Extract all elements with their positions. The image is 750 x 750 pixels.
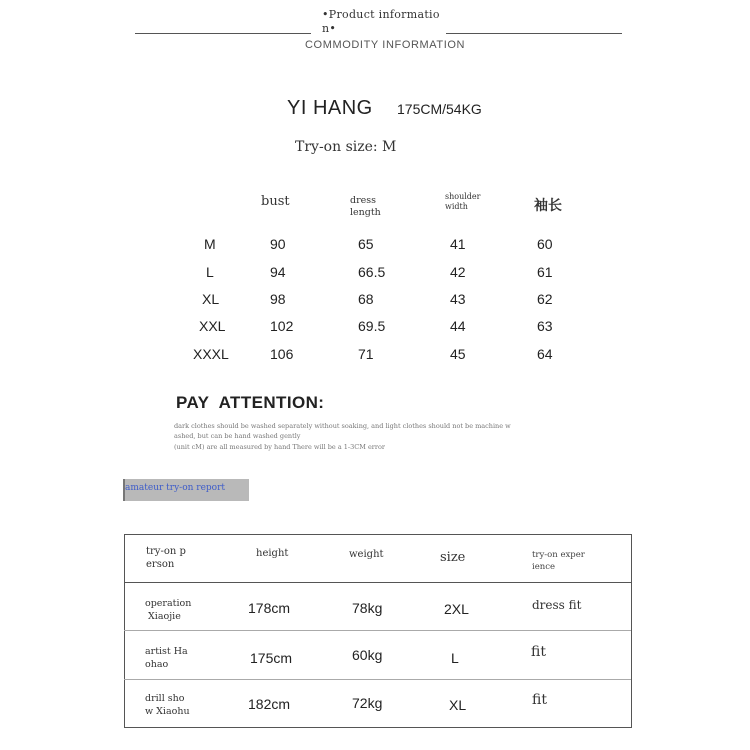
tester-experience: fit bbox=[532, 692, 547, 708]
report-row-divider bbox=[124, 679, 631, 680]
care-note-line-1: dark clothes should be washed separately without soaking, and light clothes should not be machine w bbox=[174, 422, 511, 430]
tester-name: operation Xiaojie bbox=[145, 598, 192, 622]
tester-name: artist Ha ohao bbox=[145, 646, 188, 670]
tester-height: 178cm bbox=[248, 600, 291, 616]
size-header-sleeve-length: 袖长 bbox=[534, 198, 562, 214]
tester-weight: 60kg bbox=[352, 647, 383, 663]
report-row-divider bbox=[124, 630, 631, 631]
tester-height: 182cm bbox=[248, 696, 291, 712]
dress-length-value: 68 bbox=[358, 291, 374, 307]
bust-value: 98 bbox=[270, 291, 286, 307]
tester-name: drill sho w Xiaohu bbox=[145, 693, 190, 717]
amateur-report-label: amateur try-on report bbox=[125, 483, 226, 493]
sleeve-length-value: 60 bbox=[537, 236, 553, 252]
pay-attention-heading: PAY ATTENTION: bbox=[176, 393, 325, 412]
tester-experience: dress fit bbox=[532, 598, 582, 612]
tester-size: XL bbox=[449, 697, 467, 713]
bust-value: 106 bbox=[270, 346, 294, 362]
shoulder-width-value: 45 bbox=[450, 346, 466, 362]
size-label: M bbox=[204, 236, 216, 252]
report-header-size: size bbox=[440, 550, 466, 565]
sleeve-length-value: 63 bbox=[537, 318, 553, 334]
tester-weight: 72kg bbox=[352, 695, 383, 711]
report-header-person: try-on p erson bbox=[146, 546, 186, 570]
size-label: XL bbox=[202, 291, 220, 307]
shoulder-width-value: 43 bbox=[450, 291, 466, 307]
header-divider-left bbox=[135, 33, 311, 34]
dress-length-value: 71 bbox=[358, 346, 374, 362]
bust-value: 102 bbox=[270, 318, 294, 334]
dress-length-value: 65 bbox=[358, 236, 374, 252]
tester-size: 2XL bbox=[444, 601, 469, 617]
size-header-dress-length: dress length bbox=[350, 195, 381, 218]
report-header-weight: weight bbox=[349, 549, 384, 560]
shoulder-width-value: 42 bbox=[450, 264, 466, 280]
header-divider-right bbox=[446, 33, 622, 34]
sleeve-length-value: 64 bbox=[537, 346, 553, 362]
tryon-size-label: Try-on size: M bbox=[295, 139, 397, 155]
product-info-heading: •Product informatio n• bbox=[322, 8, 440, 35]
model-height-weight: 175CM/54KG bbox=[397, 101, 482, 117]
report-header-experience: try-on exper ience bbox=[532, 550, 585, 572]
bust-value: 90 bbox=[270, 236, 286, 252]
tester-experience: fit bbox=[531, 644, 546, 660]
tester-size: L bbox=[451, 650, 459, 666]
size-label: XXL bbox=[199, 318, 226, 334]
tester-height: 175cm bbox=[250, 650, 293, 666]
dress-length-value: 66.5 bbox=[358, 264, 386, 280]
care-note-line-2: ashed, but can be hand washed gently bbox=[174, 432, 301, 440]
tester-weight: 78kg bbox=[352, 600, 383, 616]
sleeve-length-value: 62 bbox=[537, 291, 553, 307]
size-label: L bbox=[206, 264, 214, 280]
size-header-shoulder-width: shoulder width bbox=[445, 192, 481, 211]
bust-value: 94 bbox=[270, 264, 286, 280]
report-row-divider bbox=[124, 582, 631, 583]
commodity-info-subheading: COMMODITY INFORMATION bbox=[305, 39, 466, 51]
size-header-bust: bust bbox=[261, 194, 290, 209]
shoulder-width-value: 44 bbox=[450, 318, 466, 334]
dress-length-value: 69.5 bbox=[358, 318, 386, 334]
model-name: YI HANG bbox=[287, 97, 373, 119]
measurement-note: (unit cM) are all measured by hand There will be a 1-3CM error bbox=[174, 443, 386, 451]
sleeve-length-value: 61 bbox=[537, 264, 553, 280]
shoulder-width-value: 41 bbox=[450, 236, 466, 252]
report-header-height: height bbox=[256, 548, 289, 559]
size-label: XXXL bbox=[193, 346, 229, 362]
